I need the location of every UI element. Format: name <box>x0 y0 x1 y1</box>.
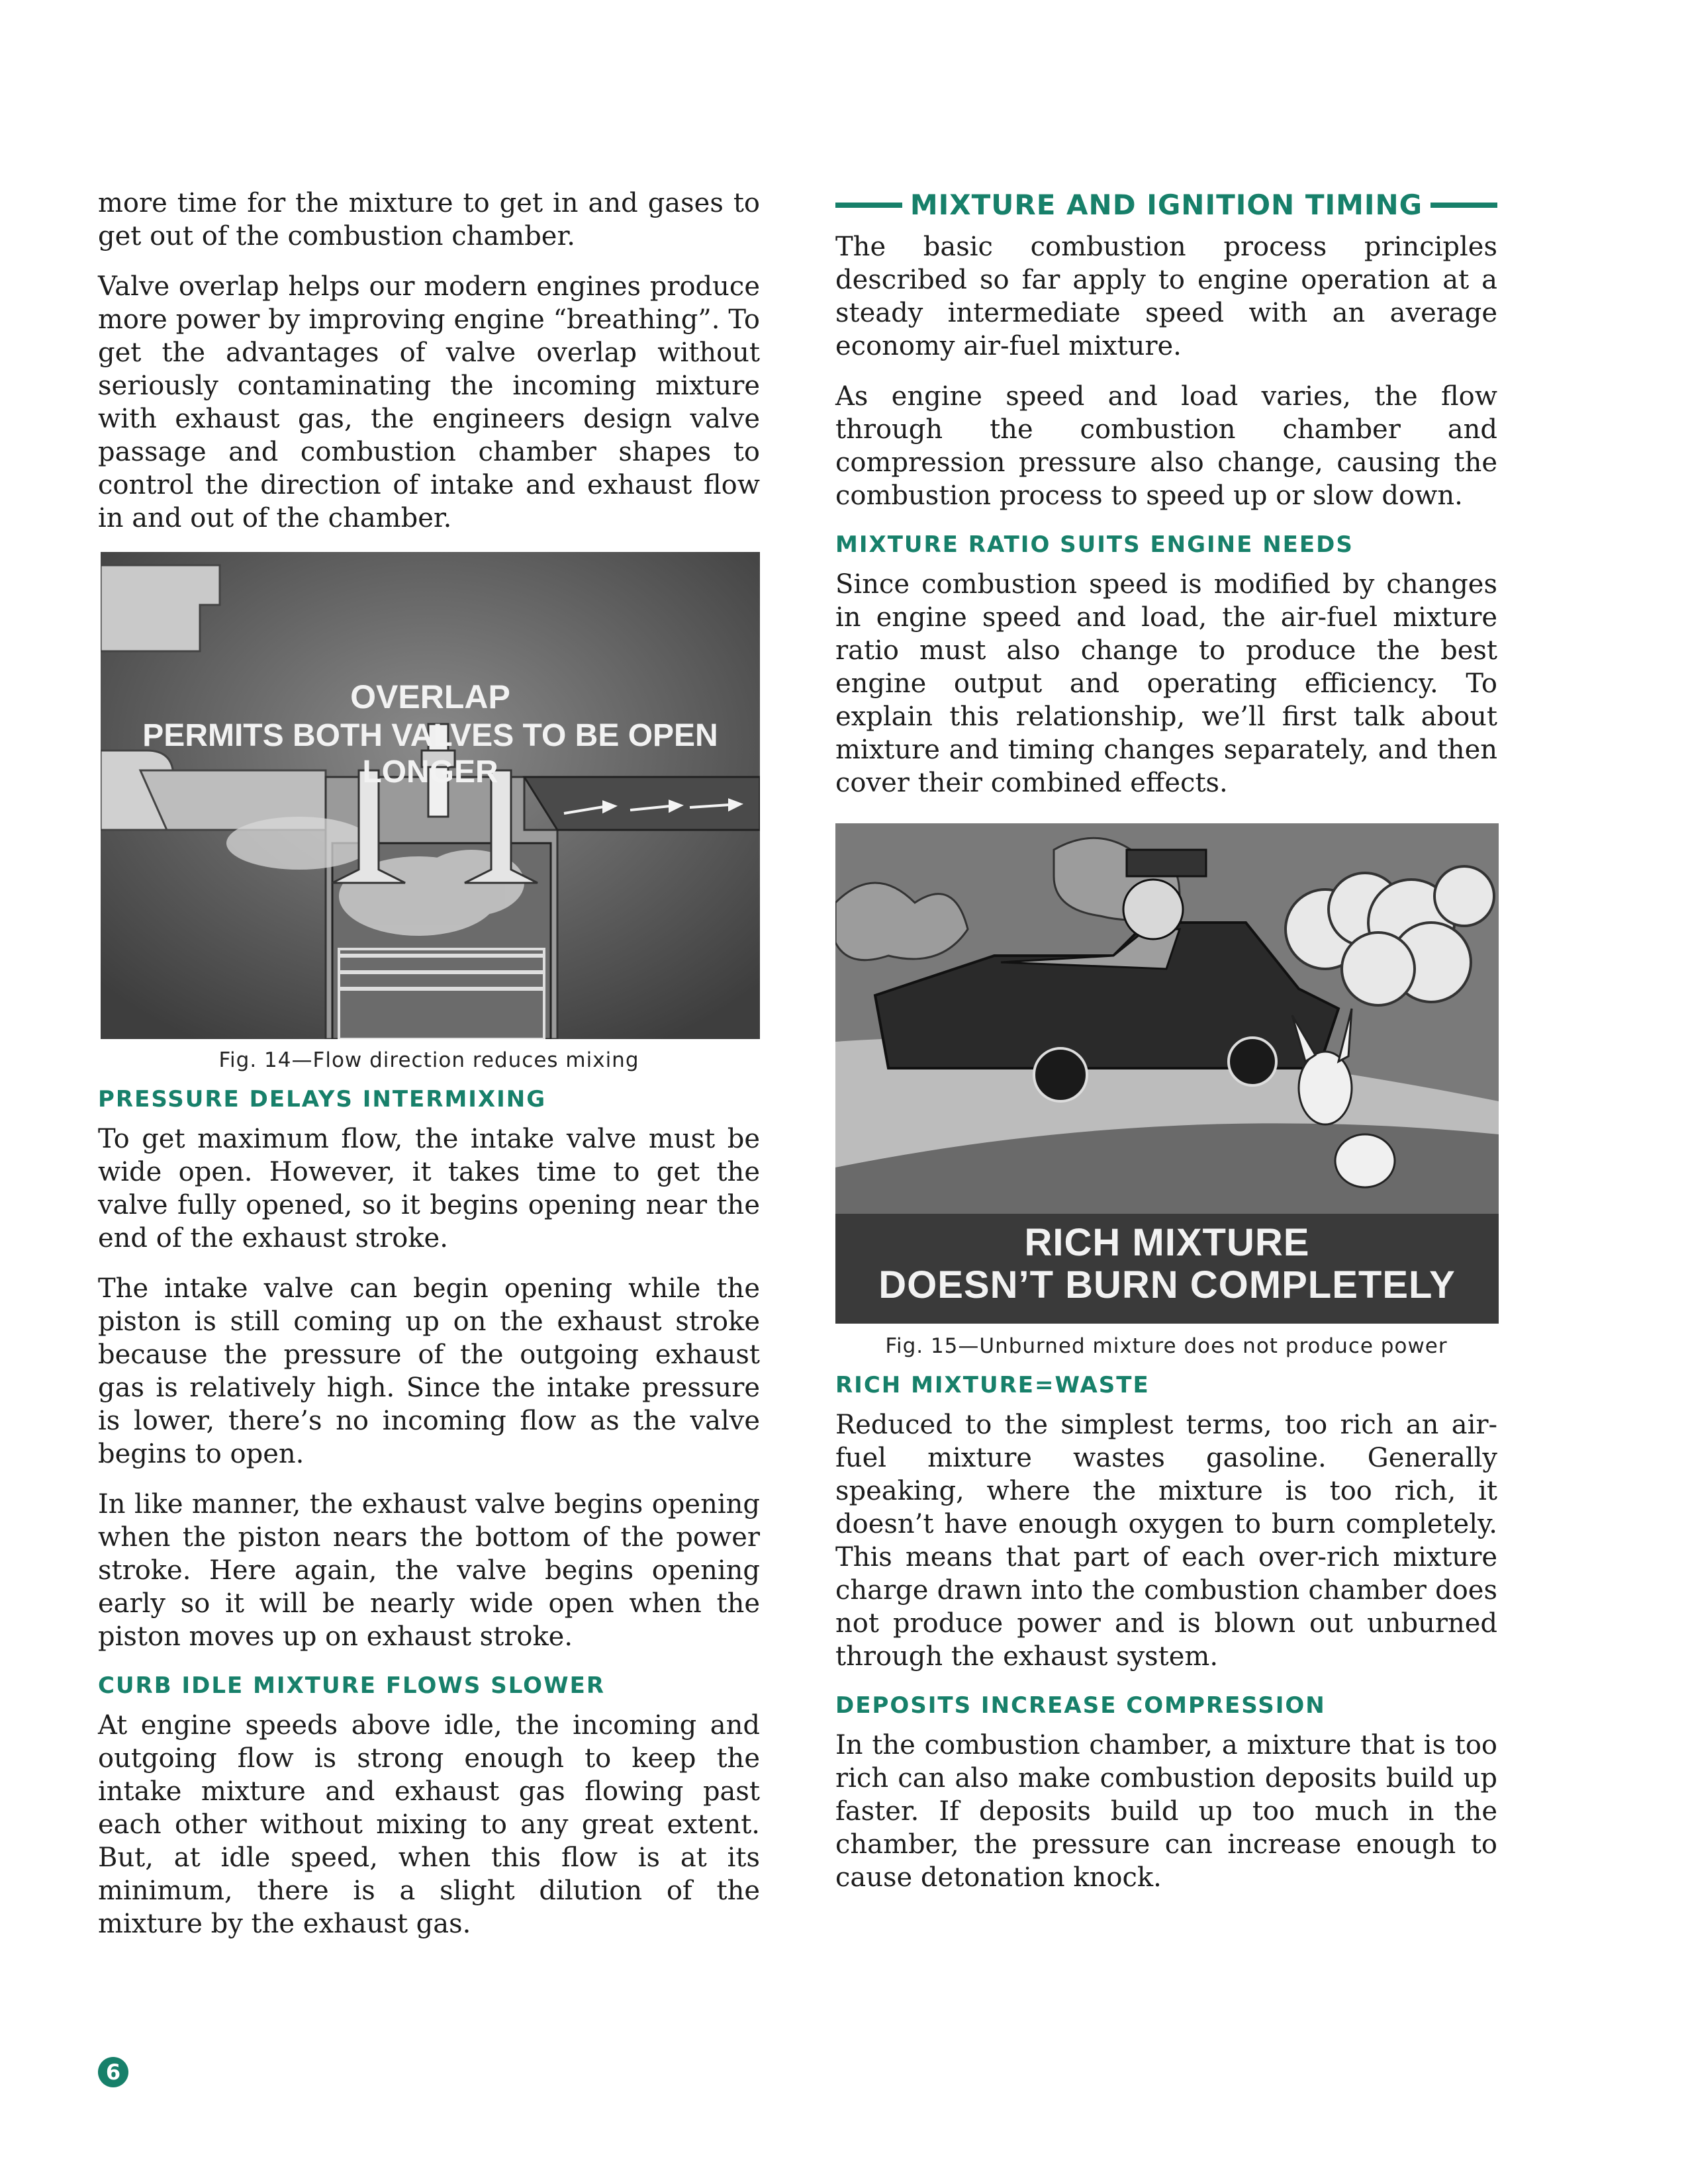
figure-label-line1: OVERLAP <box>350 678 510 715</box>
section-title <box>835 187 1497 224</box>
figure-label-line1: RICH MIXTURE <box>1024 1221 1310 1264</box>
paragraph: The intake valve can begin opening while the piston is still coming up on the exhaust stroke because the pressure of the outgoing exhaust gas is relatively high. Since the intake pressure is lower, there’s no incoming flow as the valve begins to open. <box>98 1273 760 1469</box>
subheading: CURB IDLE MIXTURE FLOWS SLOWER <box>98 1672 605 1699</box>
figure-14-engine-illustration <box>101 552 760 1039</box>
figure-caption: Fig. 14—Flow direction reduces mixing <box>218 1048 639 1072</box>
paragraph: In like manner, the exhaust valve begins opening when the piston nears the bottom of the power stroke. Here again, the valve begins opening early so it will be nearly wide open when the piston moves up on exhaust stroke. <box>98 1489 760 1652</box>
figure-label-line2: DOESN’T BURN COMPLETELY <box>878 1263 1456 1306</box>
paragraph: Reduced to the simplest terms, too rich an air-fuel mixture wastes gasoline. Generally speaking, where the mixture is too rich, it doesn’t have enough oxygen to burn completely. This means that part of each over-rich mixture charge drawn into the combustion chamber does not produce power and is blown out unburned through the exhaust system. <box>835 1410 1497 1672</box>
paragraph: The basic combustion process principles described so far apply to engine operation at a steady intermediate speed with an average economy air-fuel mixture. <box>835 232 1497 361</box>
page-number: 6 <box>98 2057 128 2087</box>
paragraph: Since combustion speed is modified by changes in engine speed and load, the air-fuel mixture ratio must also change to produce the best engine output and operating efficiency. To explain this relationship, we’ll first talk about mixture and timing changes separately, and then cover their combined effects. <box>835 569 1497 798</box>
subheading: DEPOSITS INCREASE COMPRESSION <box>835 1692 1326 1719</box>
paragraph: At engine speeds above idle, the incoming and outgoing flow is strong enough to keep the intake mixture and exhaust gas flowing past each other without mixing to any great extent. But, at idle speed, when this flow is at its minimum, there is a slight dilution of the mixture by the exhaust gas. <box>98 1710 760 1939</box>
figure-caption: Fig. 15—Unburned mixture does not produce power <box>885 1334 1448 1358</box>
subheading: MIXTURE RATIO SUITS ENGINE NEEDS <box>835 531 1354 558</box>
paragraph: In the combustion chamber, a mixture that is too rich can also make combustion deposits build up faster. If deposits build up too much in the chamber, the pressure can increase enough to cause detonation knock. <box>835 1730 1497 1893</box>
right-column <box>835 187 1497 1911</box>
engine-cutaway-illustration <box>101 552 760 1039</box>
paragraph: Valve overlap helps our modern engines produce more power by improving engine “breathing”. To get the advantages of valve overlap without seriously contaminating the incoming mixture with exhaust gas, the engineers design valve passage and combustion chamber shapes to control the direction of intake and exhaust flow in and out of the chamber. <box>98 271 760 533</box>
section-title-text: MIXTURE AND IGNITION TIMING <box>910 189 1423 221</box>
title-rule-right <box>1430 203 1497 208</box>
paragraph: more time for the mixture to get in and gases to get out of the combustion chamber. <box>98 188 760 251</box>
figure-label-line2: PERMITS BOTH VALVES TO BE OPEN LONGER <box>142 718 718 790</box>
subheading: RICH MIXTURE=WASTE <box>835 1372 1150 1398</box>
left-column <box>98 187 760 1958</box>
title-rule-left <box>835 203 902 208</box>
subheading: PRESSURE DELAYS INTERMIXING <box>98 1086 547 1113</box>
paragraph: As engine speed and load varies, the flow through the combustion chamber and compression pressure also change, causing the combustion process to speed up or slow down. <box>835 381 1497 511</box>
figure-15-cartoon-illustration <box>835 823 1499 1324</box>
paragraph: To get maximum flow, the intake valve must be wide open. However, it takes time to get the valve fully opened, so it begins opening near the end of the exhaust stroke. <box>98 1124 760 1253</box>
